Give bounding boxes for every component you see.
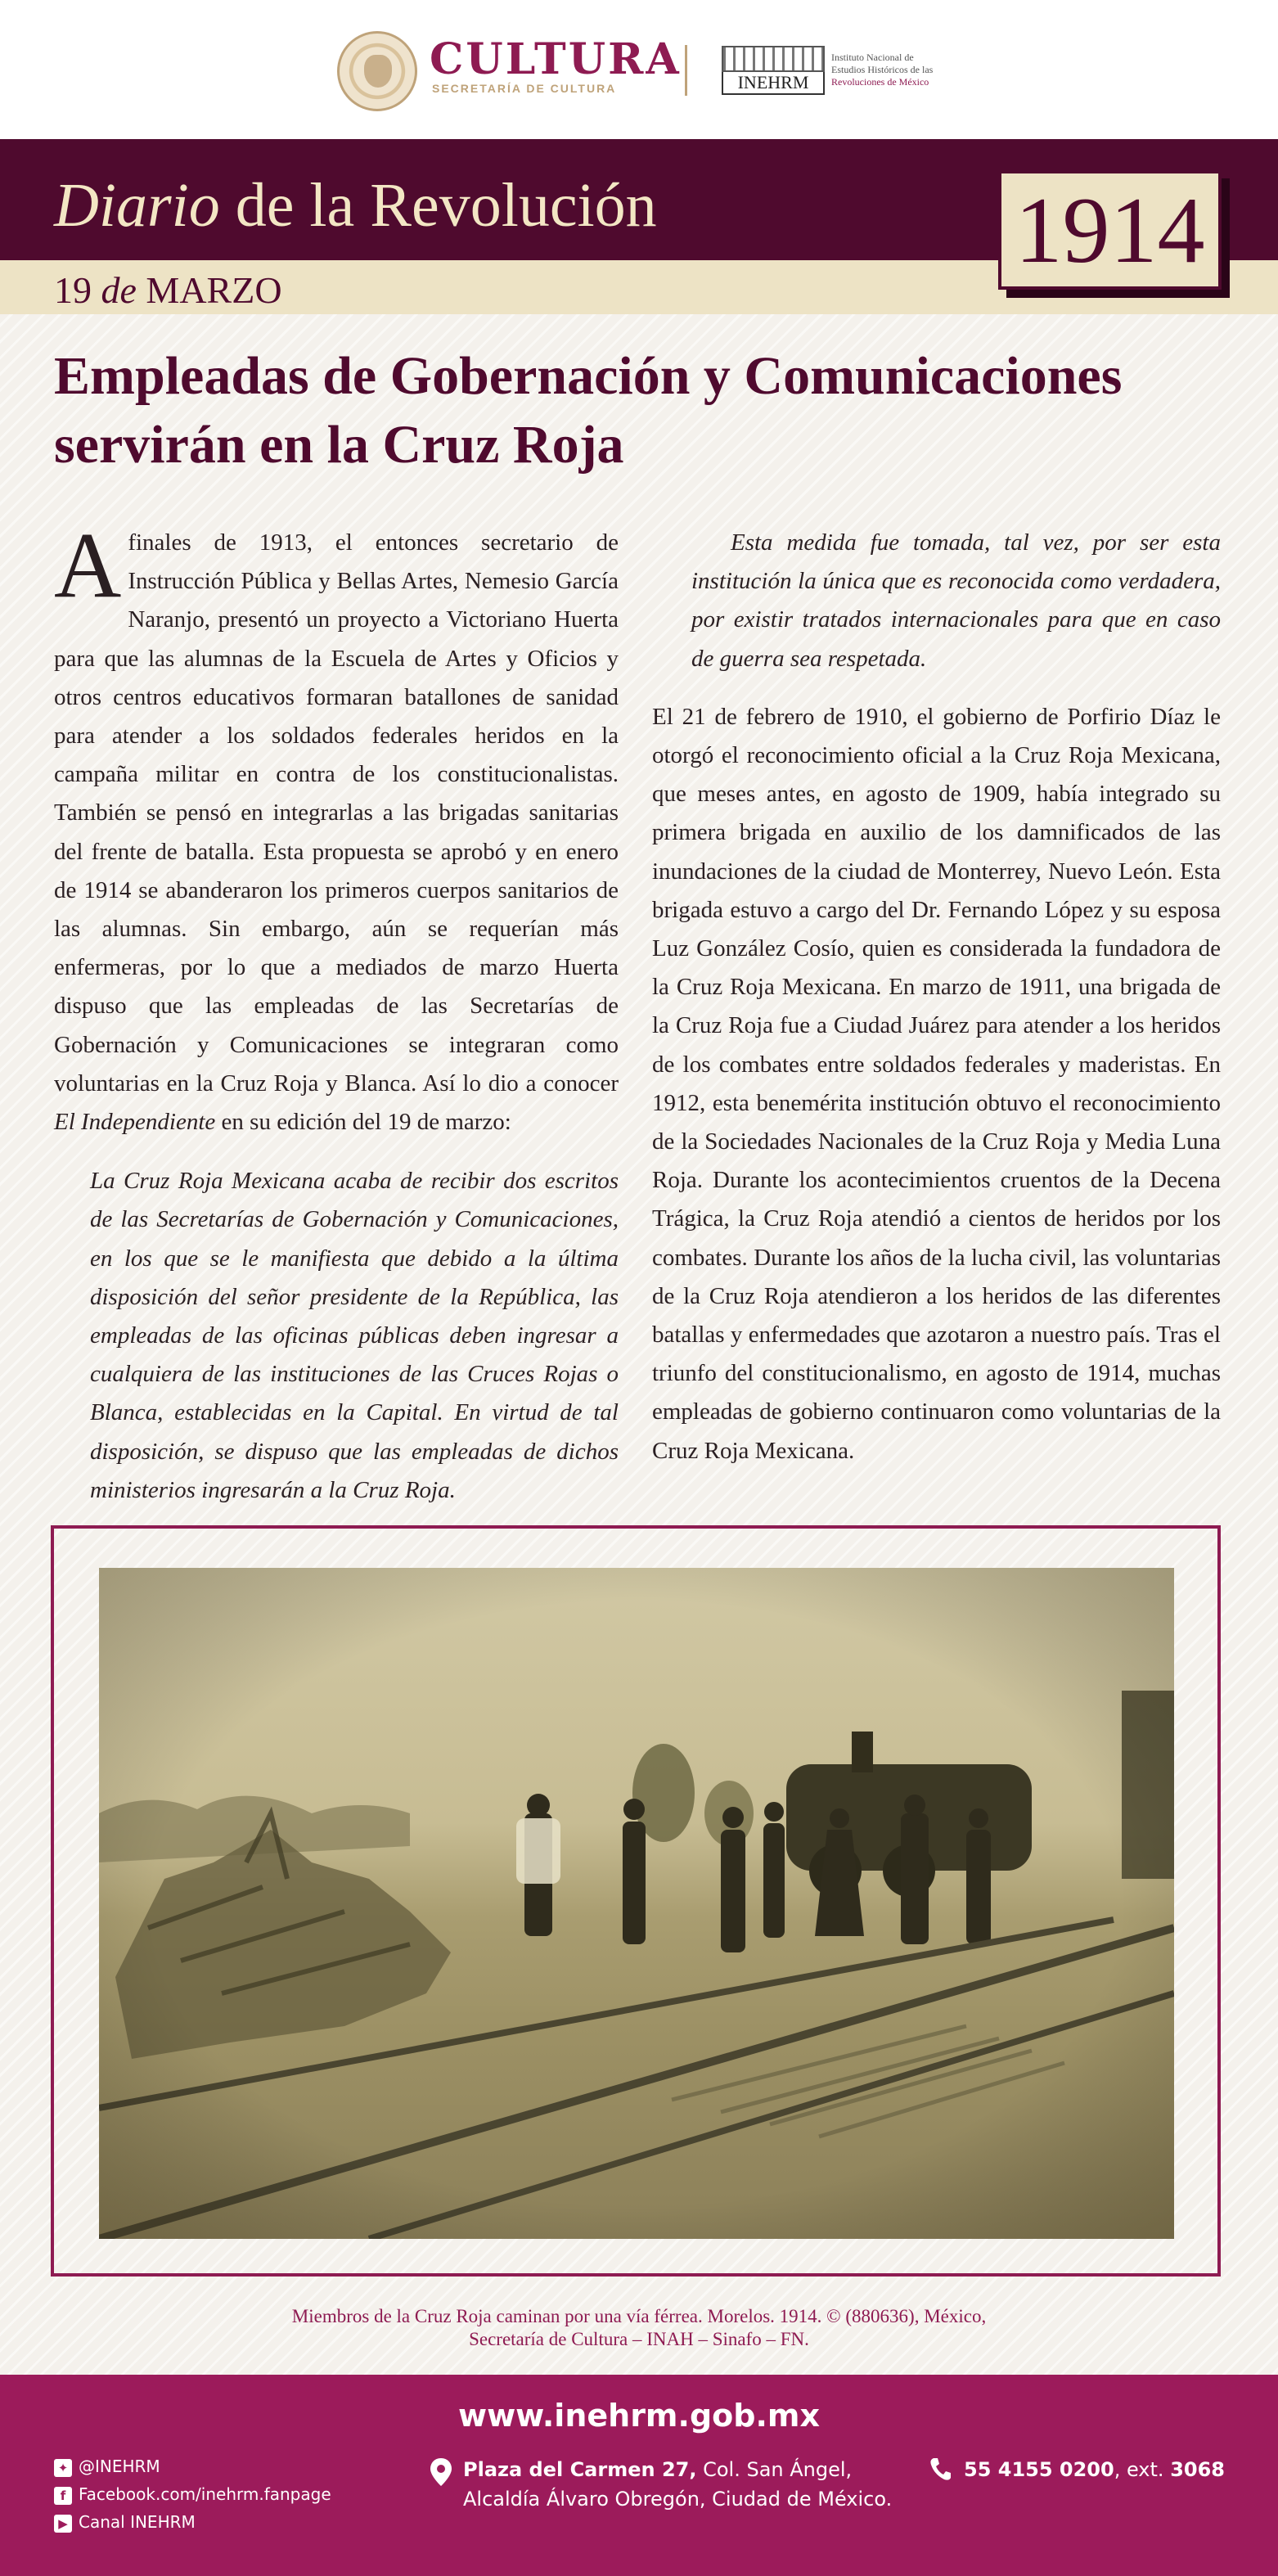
inehrm-logo-abbr: INEHRM bbox=[722, 72, 825, 95]
address-line-2: Alcaldía Álvaro Obregón, Ciudad de México. bbox=[463, 2488, 893, 2511]
phone-icon bbox=[929, 2457, 951, 2481]
facebook-link[interactable] bbox=[54, 2484, 331, 2505]
article-right-column bbox=[652, 524, 1221, 1470]
building-icon bbox=[722, 46, 825, 72]
photo-credit: Secretaría de Cultura – INAH – Sinafo – FN. bbox=[469, 2329, 809, 2349]
mexico-seal-logo bbox=[337, 31, 417, 111]
date-month: MARZO bbox=[136, 269, 282, 311]
year-label: 1914 bbox=[1015, 178, 1205, 283]
twitter-link[interactable] bbox=[54, 2457, 160, 2477]
italic-quote bbox=[691, 524, 1221, 678]
address-colonia: Col. San Ángel, bbox=[696, 2458, 853, 2481]
photo-caption: Miembros de la Cruz Roja caminan por una vía férrea. Morelos. 1914. © (880636), México, bbox=[291, 2306, 987, 2326]
phone-ext-label: , ext. bbox=[1114, 2458, 1171, 2481]
youtube-link[interactable] bbox=[54, 2512, 196, 2533]
logo-bar bbox=[0, 0, 1278, 139]
drop-cap: A bbox=[54, 513, 122, 617]
logo-divider bbox=[685, 45, 687, 96]
article-headline: Empleadas de Gobernación y Comunicaciones servirán en la Cruz Roja bbox=[54, 346, 1123, 475]
date-day: 19 bbox=[54, 269, 101, 311]
year-box bbox=[998, 170, 1222, 290]
address-line bbox=[463, 2458, 852, 2481]
youtube-icon: ▶ bbox=[54, 2515, 72, 2533]
inehrm-name-line: Revoluciones de México bbox=[831, 76, 929, 88]
phone-number[interactable] bbox=[964, 2458, 1225, 2481]
photo-frame bbox=[51, 1525, 1221, 2277]
address-street: Plaza del Carmen 27, bbox=[463, 2458, 697, 2481]
location-pin-icon bbox=[430, 2458, 452, 2486]
twitter-handle: @INEHRM bbox=[79, 2457, 160, 2476]
footer bbox=[0, 2375, 1278, 2576]
newspaper-name: El Independiente bbox=[54, 1109, 216, 1136]
youtube-channel: Canal INEHRM bbox=[79, 2512, 196, 2532]
inehrm-name-line: Instituto Nacional de bbox=[831, 52, 914, 63]
date-label bbox=[54, 268, 282, 312]
paragraph-text: finales de 1913, el entonces secretario de Instrucción Pública y Bellas Artes, Nemesio García Naranjo, presentó un proyecto a Victoriano Huerta para que las alumnas de la Escuela de Artes y Oficios y otros centros educativos formaran batallones de sanidad para atender a los soldados federales heridos en la campaña militar en contra de los constitucionalistas. También se pensó en integrarlas a las brigadas sanitarias del frente de batalla. Esta propuesta se aprobó y en enero de 1914 se abanderaron los primeros cuerpos sanitarios de las alumnas. Sin embargo, aún se requerían más enfermeras, por lo que a mediados de marzo Huerta dispuso que las empleadas de las Secretarías de Gobernación y Comunicaciones se integraran como voluntarias en la Cruz Roja y Blanca. Así lo dio a conocer bbox=[54, 529, 619, 1097]
phone-main: 55 4155 0200 bbox=[964, 2458, 1114, 2481]
phone-ext: 3068 bbox=[1170, 2458, 1225, 2481]
inehrm-name-line: Estudios Históricos de las bbox=[831, 64, 934, 75]
inehrm-logo bbox=[722, 46, 825, 95]
page-title bbox=[54, 170, 657, 241]
website-link[interactable]: www.inehrm.gob.mx bbox=[457, 2398, 821, 2434]
page-title-italic: Diario bbox=[54, 171, 220, 240]
historical-photo bbox=[99, 1568, 1174, 2239]
date-de: de bbox=[101, 269, 137, 311]
paragraph-text-end: en su edición del 19 de marzo: bbox=[215, 1109, 511, 1136]
facebook-url: Facebook.com/inehrm.fanpage bbox=[79, 2484, 331, 2504]
eagle-emblem-icon bbox=[364, 55, 392, 88]
article-paragraph bbox=[54, 513, 619, 1142]
page-title-rest: de la Revolución bbox=[219, 171, 657, 240]
twitter-icon: ✦ bbox=[54, 2459, 72, 2477]
cultura-logo-text: CULTURA bbox=[430, 34, 682, 84]
cultura-logo-subtitle: SECRETARÍA DE CULTURA bbox=[432, 82, 617, 95]
article-left-column bbox=[54, 513, 619, 1510]
newspaper-quote: La Cruz Roja Mexicana acaba de recibir dos escritos de las Secretarías de Gobernación y Comunicaciones, en los que se le manifiesta que debido a la última disposición del señor presidente de la República, las empleadas de las oficinas públicas deben ingresar a cualquiera de las instituciones de las Cruces Rojas o Blanca, establecidas en la Capital. En virtud de tal disposición, se dispuso que las empleadas de dichos ministerios ingresarán a la Cruz Roja. bbox=[90, 1168, 619, 1503]
railway-scene-illustration bbox=[99, 1568, 1174, 2239]
article-paragraph: El 21 de febrero de 1910, el gobierno de Porfirio Díaz le otorgó el reconocimiento oficial a la Cruz Roja Mexicana, que meses antes, en agosto de 1909, había integrado su primera brigada en auxilio de los damnificados de las inundaciones de la ciudad de Monterrey, Nuevo León. Esta brigada estuvo a cargo del Dr. Fernando López y su esposa Luz González Cosío, quien es considerada la fundadora de la Cruz Roja Mexicana. En marzo de 1911, una brigada de la Cruz Roja fue a Ciudad Juárez para atender a los heridos de los combates entre soldados federales y maderistas. En 1912, esta benemérita institución obtuvo el reconocimiento de la Sociedades Nacionales de la Cruz Roja y Media Luna Roja. Durante los acontecimientos cruentos de la Decena Trágica, la Cruz Roja atendió a cientos de heridos por los combates. Durante los años de la lucha civil, las voluntarias de la Cruz Roja atendieron a los heridos de las diferentes batallas y enfermedades que azotaron a nuestro país. Tras el triunfo del constitucionalismo, en agosto de 1914, muchas empleadas de gobierno continuaron como voluntarias de la Cruz Roja Mexicana. bbox=[652, 703, 1221, 1464]
facebook-icon: f bbox=[54, 2487, 72, 2505]
italic-quote-text: Esta medida fue tomada, tal vez, por ser esta institución la única que es reconocida como verdadera, por existir tratados internacionales para que en caso de guerra sea respetada. bbox=[691, 529, 1221, 672]
